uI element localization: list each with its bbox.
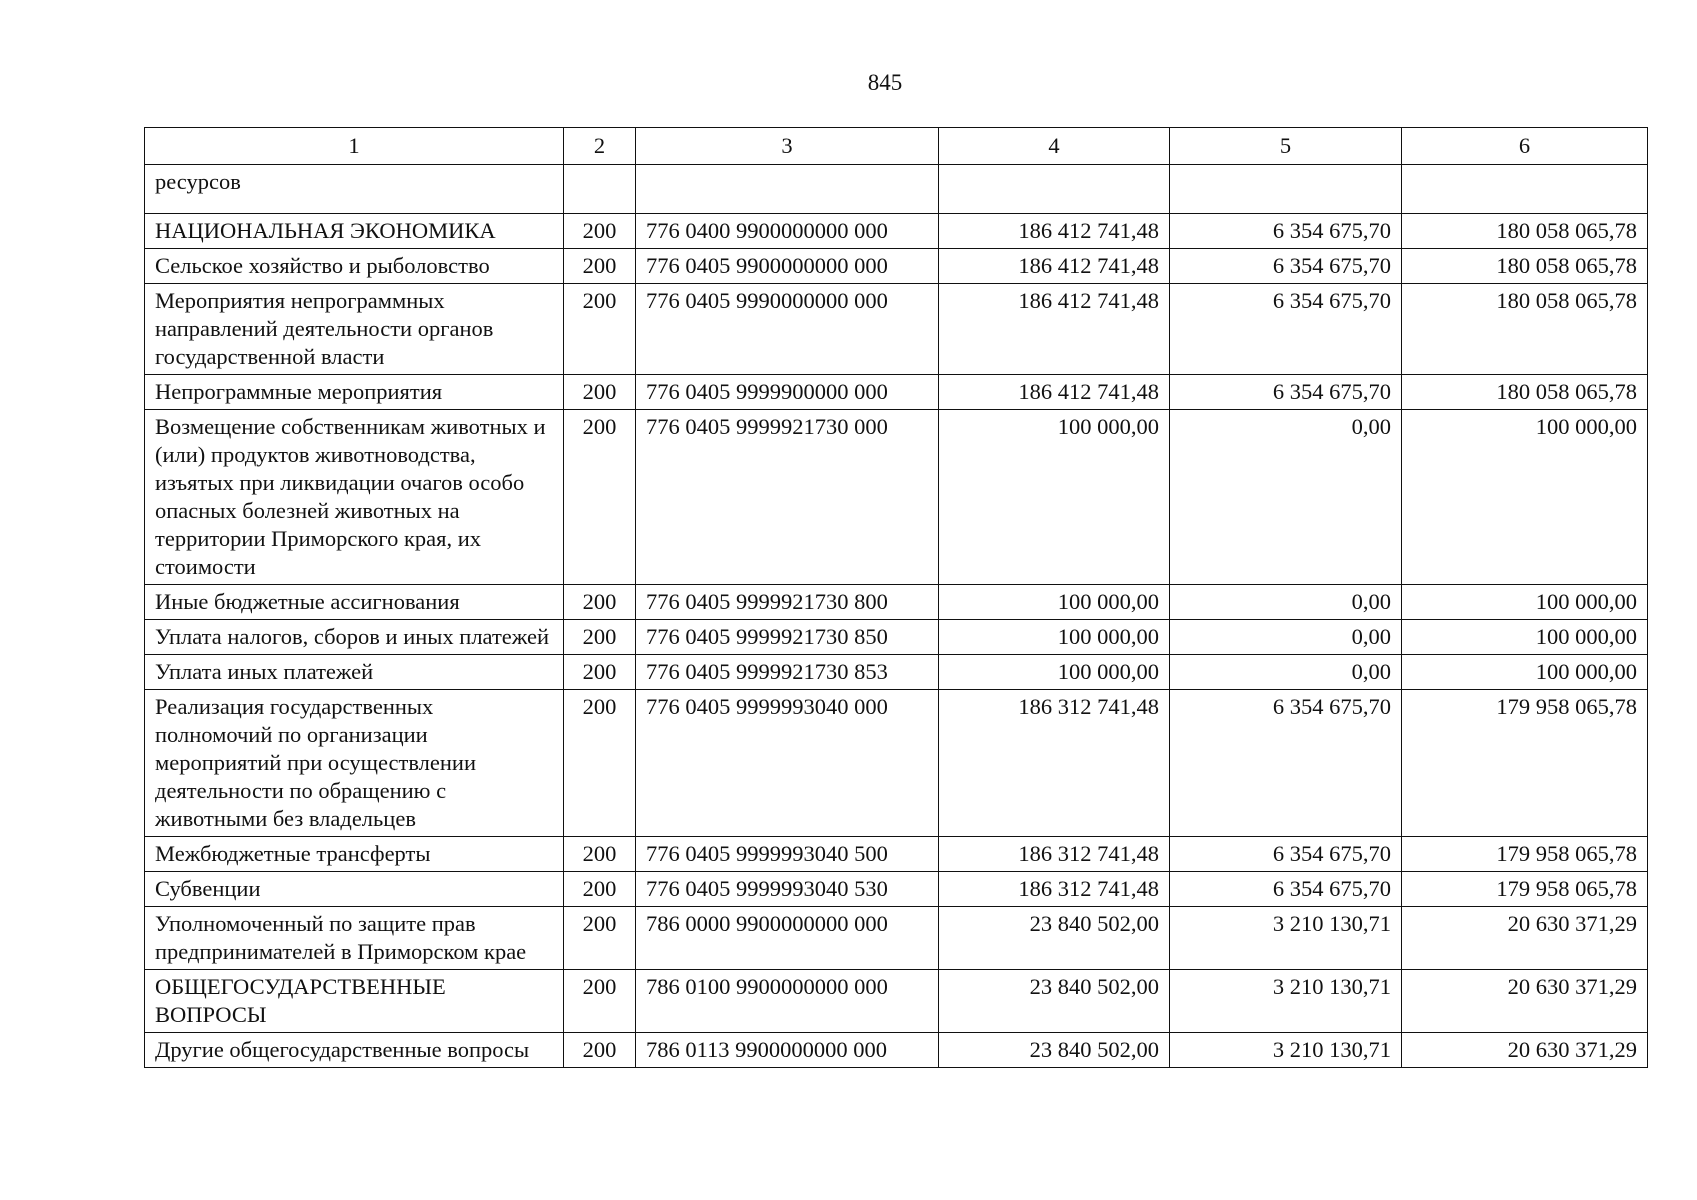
row-value-5: 0,00 <box>1170 655 1402 690</box>
row-value-5: 0,00 <box>1170 410 1402 585</box>
row-name: Иные бюджетные ассигнования <box>145 585 564 620</box>
row-level: 200 <box>564 837 636 872</box>
table-row <box>145 690 1648 837</box>
row-value-5: 6 354 675,70 <box>1170 214 1402 249</box>
row-value-6: 180 058 065,78 <box>1402 249 1648 284</box>
row-value-4: 23 840 502,00 <box>939 907 1170 970</box>
row-value-4: 100 000,00 <box>939 585 1170 620</box>
row-value-6: 180 058 065,78 <box>1402 284 1648 375</box>
row-value-4: 100 000,00 <box>939 620 1170 655</box>
row-code: 776 0405 9999921730 000 <box>636 410 939 585</box>
table-row <box>145 375 1648 410</box>
table-row <box>145 1033 1648 1068</box>
table-row <box>145 165 1648 214</box>
row-value-6: 100 000,00 <box>1402 620 1648 655</box>
row-value-5: 6 354 675,70 <box>1170 249 1402 284</box>
table-row <box>145 284 1648 375</box>
table-row <box>145 410 1648 585</box>
row-name: ресурсов <box>145 165 564 214</box>
row-value-4: 186 412 741,48 <box>939 214 1170 249</box>
row-value-4: 186 312 741,48 <box>939 872 1170 907</box>
column-header-1: 1 <box>145 128 564 165</box>
row-value-5: 0,00 <box>1170 585 1402 620</box>
column-header-4: 4 <box>939 128 1170 165</box>
row-code: 786 0100 9900000000 000 <box>636 970 939 1033</box>
row-name: Уполномоченный по защите прав предпринимателей в Приморском крае <box>145 907 564 970</box>
row-code: 776 0405 9999993040 500 <box>636 837 939 872</box>
row-level: 200 <box>564 690 636 837</box>
table-row <box>145 907 1648 970</box>
row-value-6: 20 630 371,29 <box>1402 970 1648 1033</box>
row-name: Возмещение собственникам животных и (или) продуктов животноводства, изъятых при ликвидации очагов особо опасных болезней животных на территории Приморского края, их стоимости <box>145 410 564 585</box>
row-level: 200 <box>564 585 636 620</box>
row-value-6: 180 058 065,78 <box>1402 214 1648 249</box>
row-value-6: 179 958 065,78 <box>1402 837 1648 872</box>
row-name: Реализация государственных полномочий по организации мероприятий при осуществлении деятельности по обращению с животными без владельцев <box>145 690 564 837</box>
row-name: Межбюджетные трансферты <box>145 837 564 872</box>
row-name: Сельское хозяйство и рыболовство <box>145 249 564 284</box>
row-value-5: 6 354 675,70 <box>1170 837 1402 872</box>
row-value-5: 0,00 <box>1170 620 1402 655</box>
row-name: Непрограммные мероприятия <box>145 375 564 410</box>
row-level: 200 <box>564 872 636 907</box>
row-level: 200 <box>564 907 636 970</box>
table-row <box>145 249 1648 284</box>
row-code: 776 0405 9999921730 853 <box>636 655 939 690</box>
row-level: 200 <box>564 1033 636 1068</box>
row-value-6 <box>1402 165 1648 214</box>
row-code: 786 0000 9900000000 000 <box>636 907 939 970</box>
row-value-5: 3 210 130,71 <box>1170 970 1402 1033</box>
row-code: 776 0405 9999993040 000 <box>636 690 939 837</box>
table-row <box>145 585 1648 620</box>
row-value-6: 100 000,00 <box>1402 410 1648 585</box>
row-code: 776 0405 9999900000 000 <box>636 375 939 410</box>
row-value-4: 186 412 741,48 <box>939 249 1170 284</box>
column-header-2: 2 <box>564 128 636 165</box>
row-value-5: 6 354 675,70 <box>1170 375 1402 410</box>
row-code: 776 0400 9900000000 000 <box>636 214 939 249</box>
table-row <box>145 970 1648 1033</box>
row-code: 776 0405 9999921730 850 <box>636 620 939 655</box>
row-value-5: 6 354 675,70 <box>1170 872 1402 907</box>
row-name: Другие общегосударственные вопросы <box>145 1033 564 1068</box>
row-value-6: 179 958 065,78 <box>1402 690 1648 837</box>
row-name: Субвенции <box>145 872 564 907</box>
table-row <box>145 655 1648 690</box>
row-value-4: 186 312 741,48 <box>939 837 1170 872</box>
row-code: 786 0113 9900000000 000 <box>636 1033 939 1068</box>
column-header-6: 6 <box>1402 128 1648 165</box>
row-level: 200 <box>564 249 636 284</box>
header-row <box>145 128 1648 165</box>
row-level <box>564 165 636 214</box>
table-row <box>145 620 1648 655</box>
row-value-6: 100 000,00 <box>1402 585 1648 620</box>
row-code: 776 0405 9900000000 000 <box>636 249 939 284</box>
row-value-4: 100 000,00 <box>939 410 1170 585</box>
row-value-6: 20 630 371,29 <box>1402 1033 1648 1068</box>
budget-table <box>144 127 1648 1068</box>
row-value-4: 186 412 741,48 <box>939 284 1170 375</box>
row-value-4: 186 412 741,48 <box>939 375 1170 410</box>
page-number: 845 <box>867 70 903 95</box>
row-value-6: 179 958 065,78 <box>1402 872 1648 907</box>
row-value-5 <box>1170 165 1402 214</box>
row-code: 776 0405 9999993040 530 <box>636 872 939 907</box>
row-value-4: 186 312 741,48 <box>939 690 1170 837</box>
row-level: 200 <box>564 284 636 375</box>
row-level: 200 <box>564 620 636 655</box>
column-header-3: 3 <box>636 128 939 165</box>
row-value-5: 6 354 675,70 <box>1170 690 1402 837</box>
row-level: 200 <box>564 375 636 410</box>
row-name: Мероприятия непрограммных направлений деятельности органов государственной власти <box>145 284 564 375</box>
row-level: 200 <box>564 970 636 1033</box>
row-value-4: 23 840 502,00 <box>939 970 1170 1033</box>
row-value-5: 3 210 130,71 <box>1170 1033 1402 1068</box>
row-value-4 <box>939 165 1170 214</box>
row-value-6: 20 630 371,29 <box>1402 907 1648 970</box>
row-value-4: 100 000,00 <box>939 655 1170 690</box>
row-name: НАЦИОНАЛЬНАЯ ЭКОНОМИКА <box>145 214 564 249</box>
table-row <box>145 214 1648 249</box>
row-name: Уплата налогов, сборов и иных платежей <box>145 620 564 655</box>
row-value-6: 100 000,00 <box>1402 655 1648 690</box>
table-row <box>145 837 1648 872</box>
row-level: 200 <box>564 410 636 585</box>
column-header-5: 5 <box>1170 128 1402 165</box>
row-value-6: 180 058 065,78 <box>1402 375 1648 410</box>
row-code: 776 0405 9990000000 000 <box>636 284 939 375</box>
row-code <box>636 165 939 214</box>
row-value-5: 6 354 675,70 <box>1170 284 1402 375</box>
table-row <box>145 872 1648 907</box>
row-name: ОБЩЕГОСУДАРСТВЕННЫЕ ВОПРОСЫ <box>145 970 564 1033</box>
row-name: Уплата иных платежей <box>145 655 564 690</box>
row-value-4: 23 840 502,00 <box>939 1033 1170 1068</box>
row-level: 200 <box>564 655 636 690</box>
row-code: 776 0405 9999921730 800 <box>636 585 939 620</box>
row-value-5: 3 210 130,71 <box>1170 907 1402 970</box>
row-level: 200 <box>564 214 636 249</box>
